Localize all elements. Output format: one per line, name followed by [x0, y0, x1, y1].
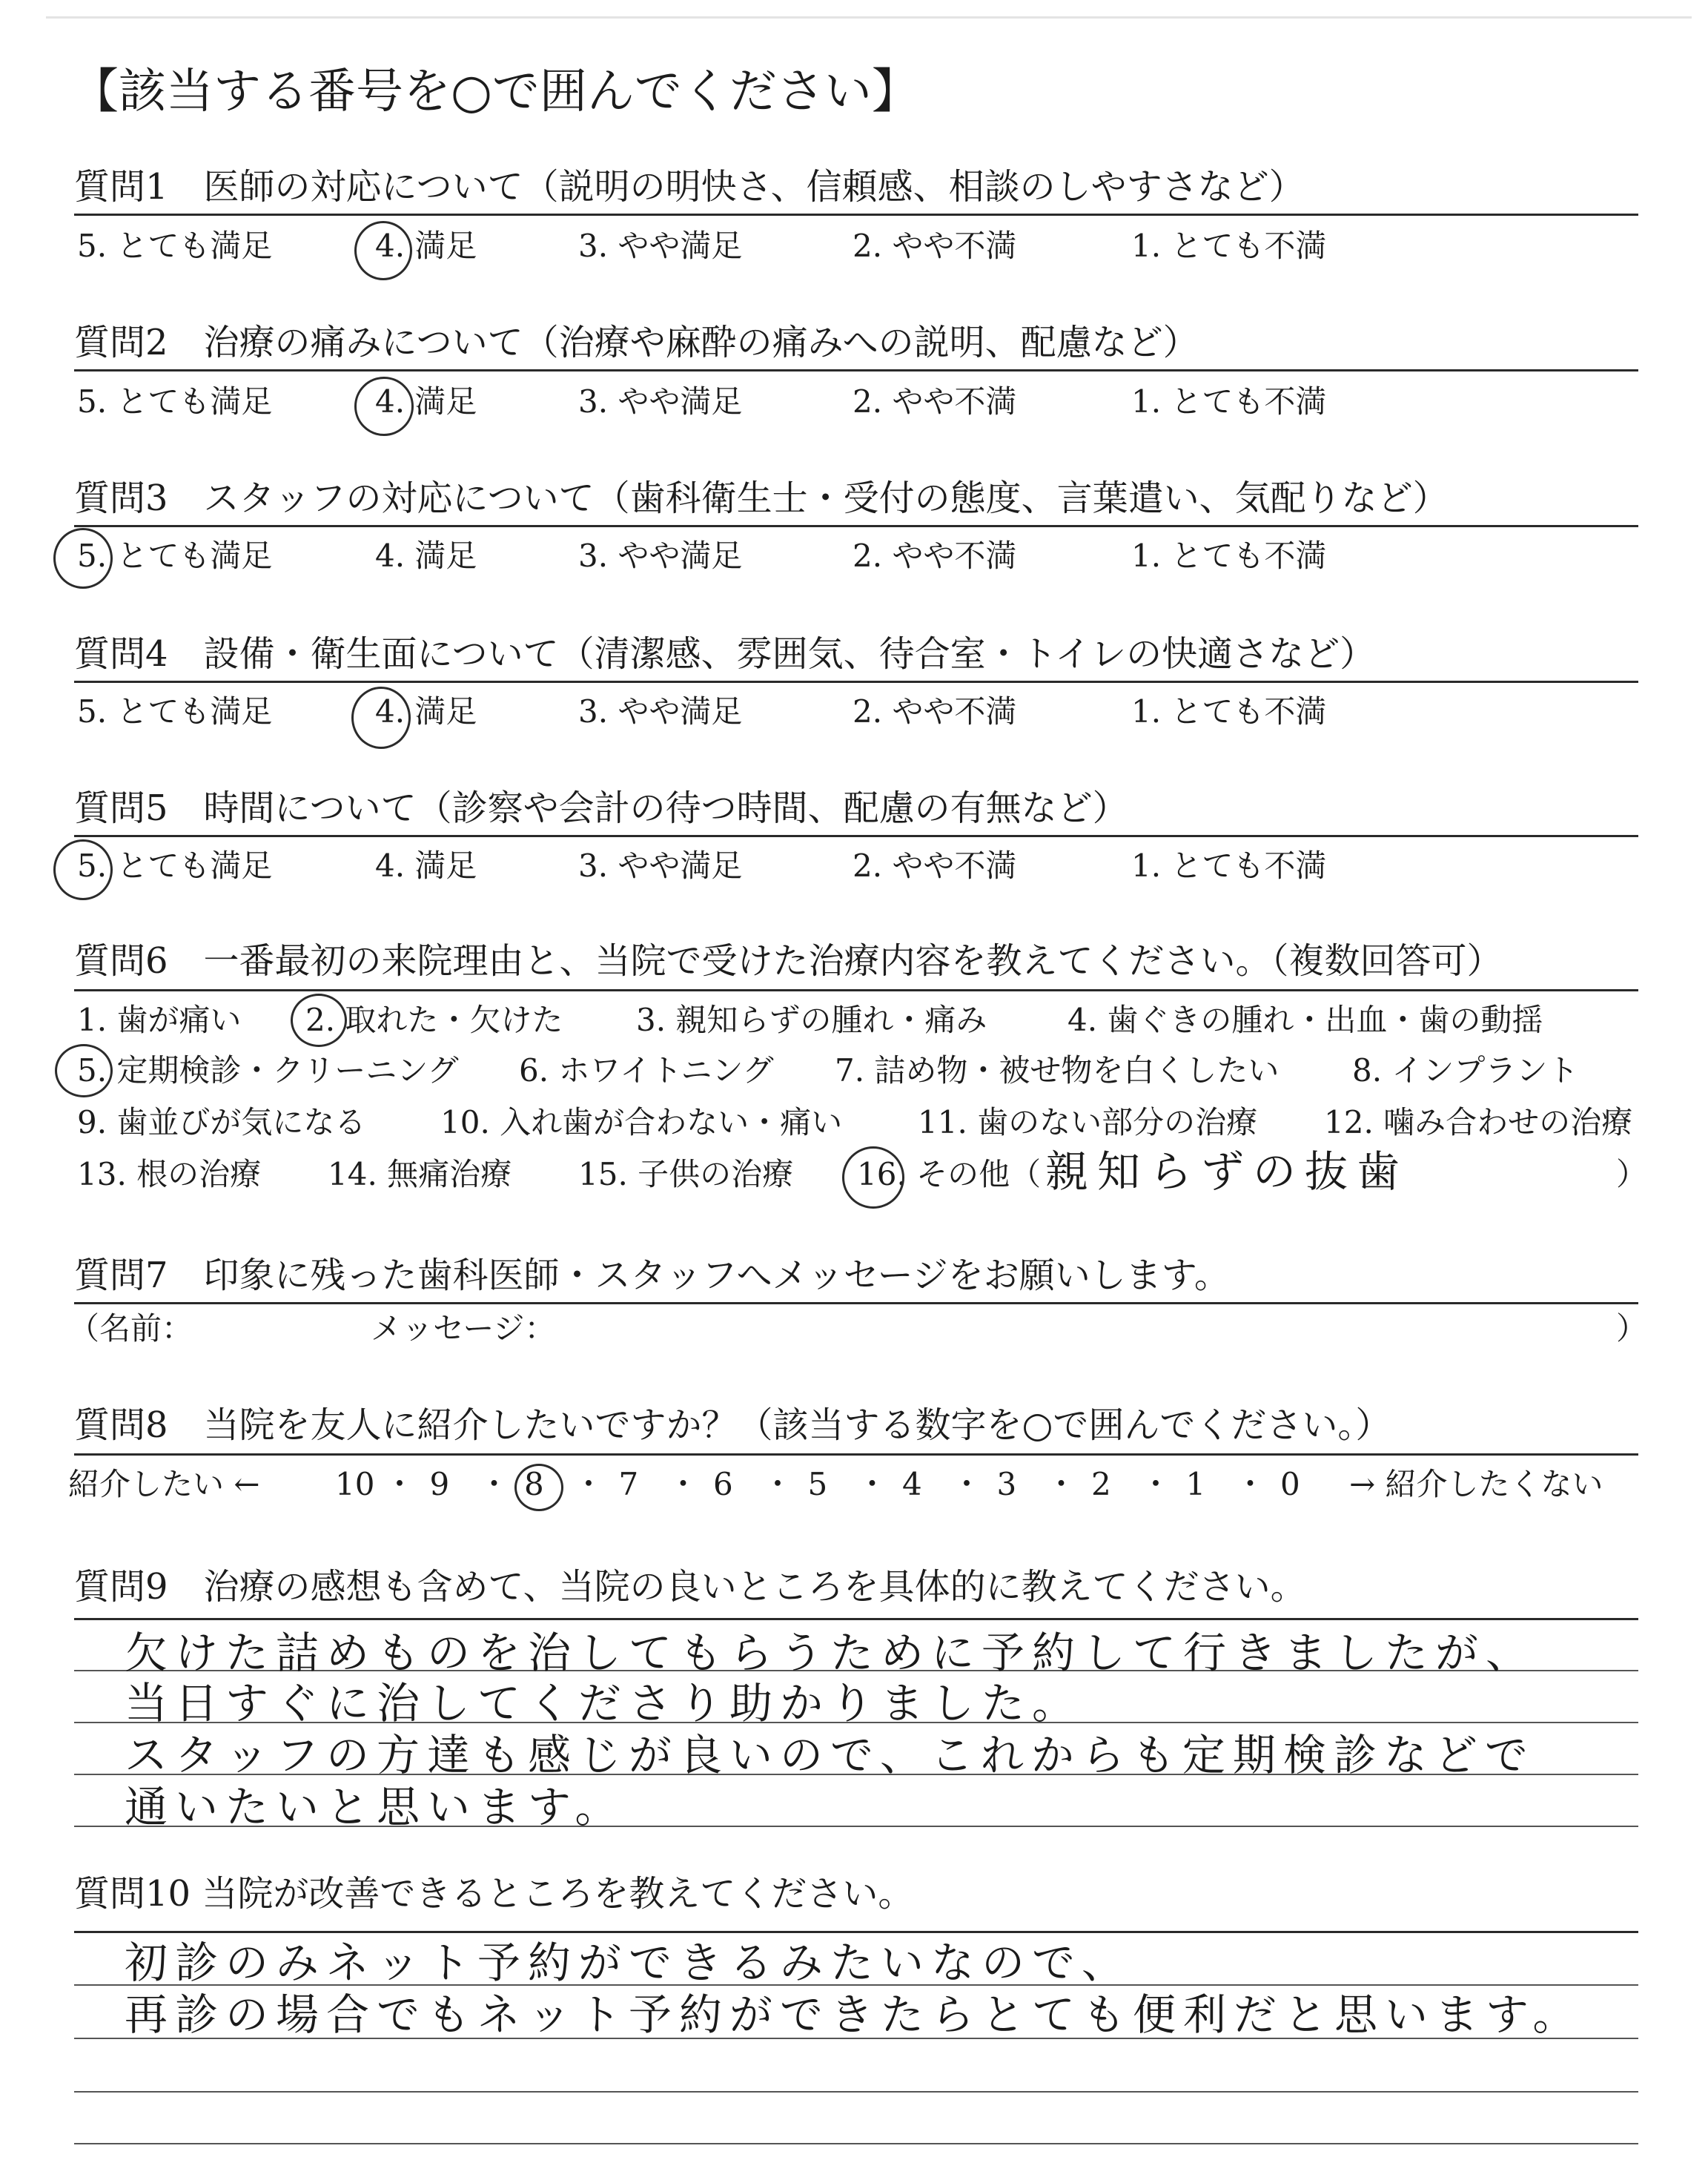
- q8-scale-separator: ・: [951, 1466, 983, 1502]
- q8-scale-separator: ・: [384, 1466, 416, 1502]
- q1-heading: 質問1 医師の対応について（説明の明快さ、信頼感、相談のしやすさなど）: [74, 166, 1305, 208]
- q6-option-16[interactable]: 16. その他（: [857, 1156, 1042, 1192]
- q5-heading: 質問5 時間について（診察や会計の待つ時間、配慮の有無など）: [74, 787, 1128, 829]
- q6-option-3[interactable]: 3. 親知らずの腫れ・痛み: [636, 1002, 987, 1038]
- q10-rule-4: [74, 2091, 1638, 2093]
- q8-scale-7[interactable]: 7: [618, 1466, 639, 1502]
- q7-message-label: メッセージ：: [371, 1310, 556, 1347]
- q10-heading: 質問10 当院が改善できるところを教えてください。: [74, 1873, 914, 1915]
- q4-option-2[interactable]: 2. やや不満: [853, 693, 1017, 730]
- q8-scale-5[interactable]: 5: [807, 1466, 828, 1502]
- q7-close-paren: ）: [1616, 1310, 1648, 1347]
- q2-option-3[interactable]: 3. やや満足: [578, 383, 743, 420]
- q4-option-5[interactable]: 5. とても満足: [77, 693, 273, 730]
- q2-option-5[interactable]: 5. とても満足: [77, 383, 273, 420]
- q1-option-5[interactable]: 5. とても満足: [77, 228, 273, 264]
- q6-option-10[interactable]: 10. 入れ歯が合わない・痛い: [440, 1104, 843, 1140]
- q6-option-4[interactable]: 4. 歯ぐきの腫れ・出血・歯の動揺: [1068, 1002, 1543, 1038]
- q3-selection-circle: [53, 528, 113, 589]
- q3-rule: [74, 525, 1638, 527]
- q5-rule: [74, 835, 1638, 837]
- q8-scale-separator: ・: [478, 1466, 510, 1502]
- q2-heading: 質問2 治療の痛みについて（治療や麻酔の痛みへの説明、配慮など）: [74, 322, 1199, 363]
- q1-selection-circle: [354, 221, 412, 280]
- q8-left-label: 紹介したい ←: [68, 1466, 260, 1502]
- q1-option-4[interactable]: 4. 満足: [375, 228, 477, 264]
- q9-answer-line-1: 欠けた詰めものを治してもらうために予約して行きましたが、: [125, 1628, 1537, 1678]
- q6-other-close-paren: ）: [1616, 1156, 1648, 1192]
- q8-scale-2[interactable]: 2: [1091, 1466, 1111, 1502]
- q6-option-12[interactable]: 12. 噛み合わせの治療: [1324, 1104, 1633, 1140]
- q5-option-3[interactable]: 3. やや満足: [578, 848, 743, 884]
- q6-other-handwritten: 親知らずの抜歯: [1045, 1146, 1409, 1197]
- q1-rule: [74, 214, 1638, 216]
- q5-option-1[interactable]: 1. とても不満: [1131, 848, 1327, 884]
- q6-selection-circle-16: [842, 1146, 904, 1209]
- q9-rule-1: [74, 1618, 1638, 1620]
- q2-option-4[interactable]: 4. 満足: [375, 383, 477, 420]
- q5-option-2[interactable]: 2. やや不満: [853, 848, 1017, 884]
- q6-heading: 質問6 一番最初の来院理由と、当院で受けた治療内容を教えてください。（複数回答可）: [74, 940, 1503, 982]
- q2-option-1[interactable]: 1. とても不満: [1131, 383, 1327, 420]
- q2-selection-circle: [354, 377, 414, 436]
- q4-option-1[interactable]: 1. とても不満: [1131, 693, 1327, 730]
- q8-scale-8[interactable]: 8: [524, 1466, 544, 1502]
- q8-scale-3[interactable]: 3: [996, 1466, 1017, 1502]
- q8-scale-separator: ・: [573, 1466, 605, 1502]
- q8-scale-0[interactable]: 0: [1280, 1466, 1300, 1502]
- q6-option-6[interactable]: 6. ホワイトニング: [519, 1052, 774, 1089]
- q8-scale-9[interactable]: 9: [429, 1466, 450, 1502]
- q10-answer-line-2: 再診の場合でもネット予約ができたらとても便利だと思います。: [125, 1989, 1583, 2040]
- q5-selection-circle: [53, 839, 113, 900]
- q3-option-3[interactable]: 3. やや満足: [578, 538, 743, 574]
- q1-option-1[interactable]: 1. とても不満: [1131, 228, 1327, 264]
- q8-selection-circle: [514, 1464, 563, 1511]
- q7-name-label: （名前：: [68, 1310, 193, 1347]
- q6-option-7[interactable]: 7. 詰め物・被せ物を白くしたい: [835, 1052, 1280, 1089]
- q4-heading: 質問4 設備・衛生面について（清潔感、雰囲気、待合室・トイレの快適さなど）: [74, 633, 1376, 675]
- q6-option-2[interactable]: 2. 取れた・欠けた: [305, 1002, 563, 1038]
- q4-selection-circle: [351, 687, 411, 749]
- q8-scale-separator: ・: [856, 1466, 888, 1502]
- q8-scale-10[interactable]: 10: [335, 1466, 375, 1502]
- q4-option-4[interactable]: 4. 満足: [375, 693, 477, 730]
- q9-answer-line-3: スタッフの方達も感じが良いので、これからも定期検診などで: [125, 1730, 1535, 1780]
- q10-answer-line-1: 初診のみネット予約ができるみたいなので、: [125, 1938, 1132, 1988]
- q10-rule-5: [74, 2143, 1638, 2144]
- q3-option-5[interactable]: 5. とても満足: [77, 538, 273, 574]
- q9-heading: 質問9 治療の感想も含めて、当院の良いところを具体的に教えてください。: [74, 1566, 1306, 1608]
- q8-scale-separator: ・: [1140, 1466, 1172, 1502]
- q8-scale-4[interactable]: 4: [902, 1466, 922, 1502]
- q7-heading: 質問7 印象に残った歯科医師・スタッフへメッセージをお願いします。: [74, 1255, 1230, 1296]
- q8-scale-separator: ・: [1234, 1466, 1266, 1502]
- q3-heading: 質問3 スタッフの対応について（歯科衛生士・受付の態度、言葉遣い、気配りなど）: [74, 478, 1449, 519]
- top-border: [46, 16, 1692, 19]
- q3-option-2[interactable]: 2. やや不満: [853, 538, 1017, 574]
- q8-scale-separator: ・: [667, 1466, 699, 1502]
- q4-rule: [74, 681, 1638, 683]
- q6-selection-circle-5: [55, 1044, 113, 1097]
- q3-option-4[interactable]: 4. 満足: [375, 538, 477, 574]
- q8-scale-1[interactable]: 1: [1185, 1466, 1206, 1502]
- q5-option-5[interactable]: 5. とても満足: [77, 848, 273, 884]
- q2-rule: [74, 369, 1638, 371]
- q1-option-3[interactable]: 3. やや満足: [578, 228, 743, 264]
- q6-option-5[interactable]: 5. 定期検診・クリーニング: [77, 1052, 459, 1089]
- q9-answer-line-4: 通いたいと思います。: [125, 1782, 626, 1832]
- q8-scale-6[interactable]: 6: [713, 1466, 733, 1502]
- q6-option-1[interactable]: 1. 歯が痛い: [77, 1002, 242, 1038]
- q8-scale-separator: ・: [762, 1466, 794, 1502]
- q10-rule-1: [74, 1931, 1638, 1933]
- q6-option-11[interactable]: 11. 歯のない部分の治療: [918, 1104, 1258, 1140]
- q1-option-2[interactable]: 2. やや不満: [853, 228, 1017, 264]
- q6-selection-circle-2: [291, 994, 347, 1047]
- q6-option-13[interactable]: 13. 根の治療: [77, 1156, 262, 1192]
- q6-rule: [74, 989, 1638, 991]
- q2-option-2[interactable]: 2. やや不満: [853, 383, 1017, 420]
- q4-option-3[interactable]: 3. やや満足: [578, 693, 743, 730]
- q6-option-14[interactable]: 14. 無痛治療: [328, 1156, 512, 1192]
- q5-option-4[interactable]: 4. 満足: [375, 848, 477, 884]
- q8-rule: [74, 1453, 1638, 1456]
- q7-rule: [74, 1302, 1638, 1304]
- q6-option-8[interactable]: 8. インプラント: [1352, 1052, 1579, 1089]
- q9-answer-line-2: 当日すぐに治してくださり助かりました。: [125, 1678, 1083, 1728]
- q8-scale-separator: ・: [1045, 1466, 1077, 1502]
- instruction-title: 【該当する番号を○で囲んでください】: [71, 65, 919, 119]
- q8-right-label: → 紹介したくない: [1349, 1466, 1603, 1502]
- q6-option-15[interactable]: 15. 子供の治療: [578, 1156, 794, 1192]
- q6-option-9[interactable]: 9. 歯並びが気になる: [77, 1104, 366, 1140]
- q8-heading: 質問8 当院を友人に紹介したいですか？（該当する数字を○で囲んでください。）: [74, 1404, 1391, 1446]
- q3-option-1[interactable]: 1. とても不満: [1131, 538, 1327, 574]
